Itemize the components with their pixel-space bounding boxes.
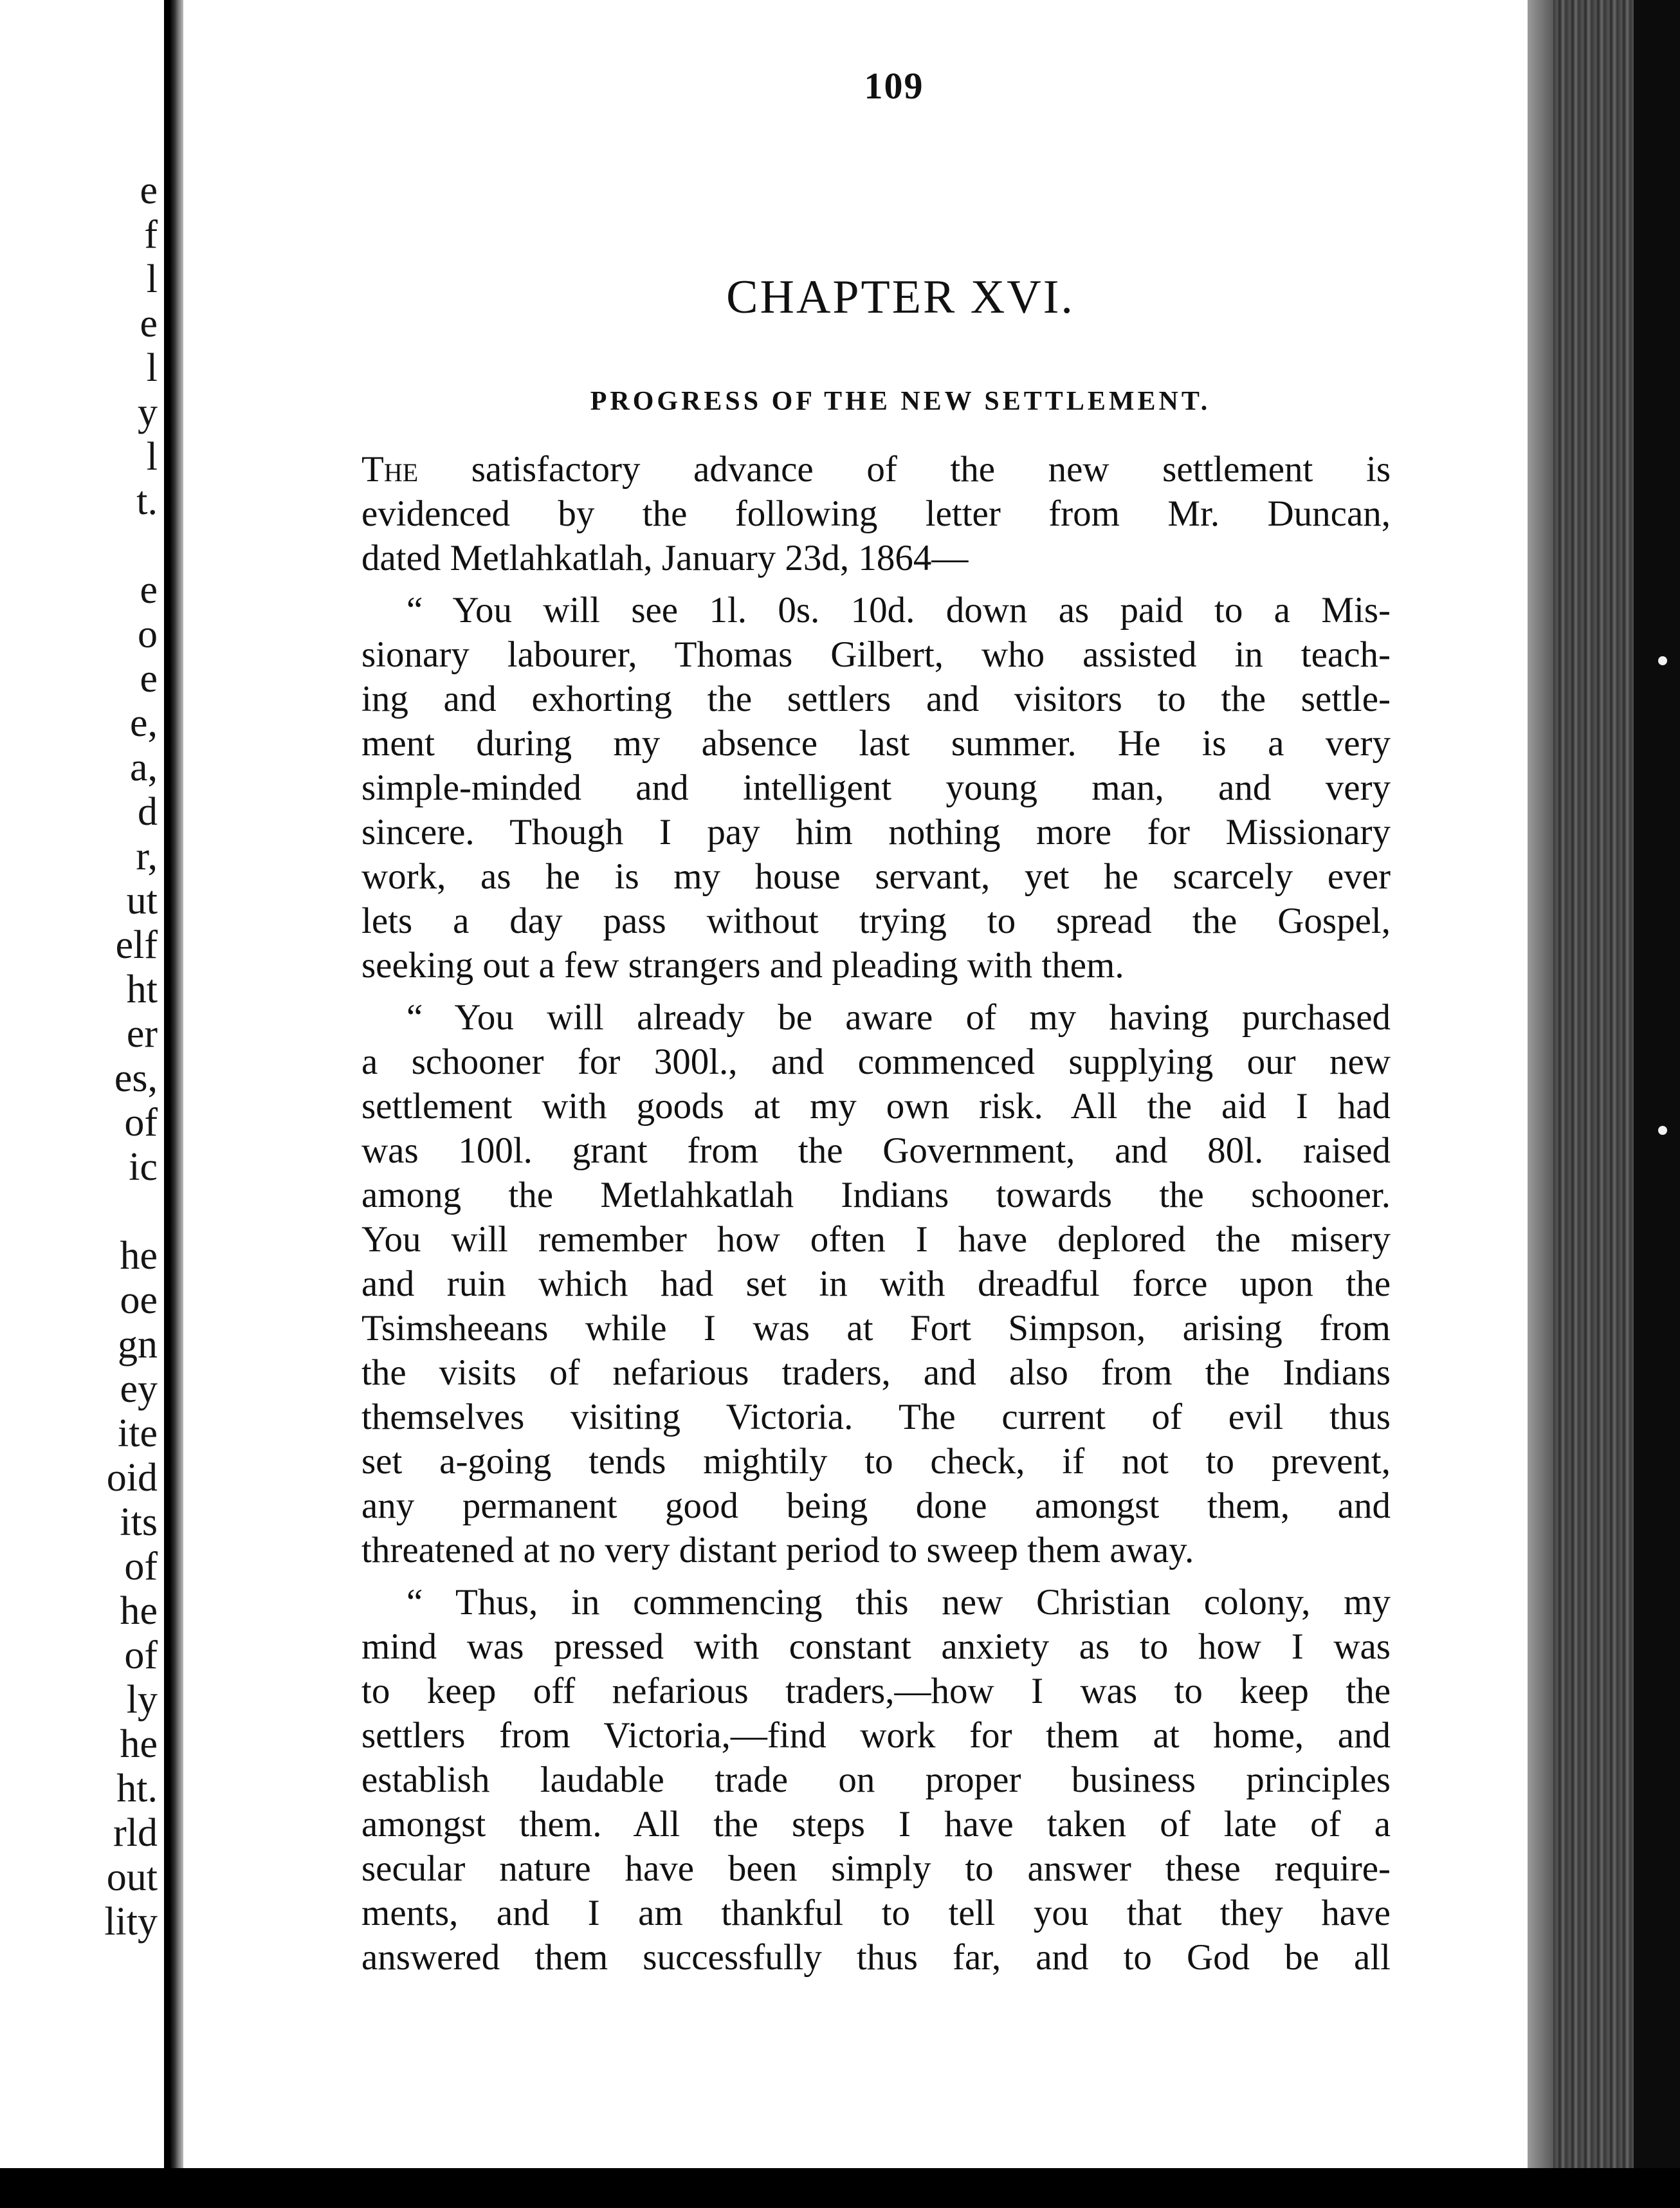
previous-page-fragment: oe (120, 1278, 158, 1322)
previous-page-fragment: rld (113, 1811, 158, 1855)
scan-border-bottom (0, 2168, 1680, 2208)
previous-page-fragment: lity (104, 1900, 158, 1944)
previous-page-fragment: y (138, 391, 158, 434)
text-line: mind was pressed with constant anxiety as to how I was (361, 1626, 1391, 1667)
text-line: ment during my absence last summer. He is a very (361, 723, 1391, 764)
page-number: 109 (864, 65, 924, 107)
previous-page-fragment: ly (126, 1678, 158, 1722)
paragraph (361, 995, 1391, 1572)
previous-page-fragment: ite (118, 1412, 158, 1455)
previous-page-fragment: l (146, 257, 158, 301)
previous-page-fragment: he (120, 1722, 158, 1766)
text-line: satisfactory advance of the new settlement is (418, 449, 1391, 490)
text-line: amongst them. All the steps I have taken of late of a (361, 1804, 1391, 1845)
previous-page-fragment: ht. (116, 1767, 158, 1810)
text-line: any permanent good being done amongst them, and (361, 1486, 1391, 1526)
text-line: sincere. Though I pay him nothing more for Missionary (361, 812, 1391, 852)
text-line: You will remember how often I have deplored the misery (361, 1219, 1391, 1260)
previous-page-fragment: ey (120, 1367, 158, 1411)
previous-page-fragment: t. (136, 479, 158, 523)
previous-page-fragment: he (120, 1589, 158, 1633)
paragraph (361, 1580, 1391, 1980)
text-line: seeking out a few strangers and pleading with them. (361, 945, 1124, 986)
previous-page-fragment: o (138, 612, 158, 656)
text-line: “ You will see 1l. 0s. 10d. down as paid to a Mis- (406, 590, 1391, 630)
previous-page-fragment: out (106, 1855, 158, 1899)
text-line: answered them successfully thus far, and to God be all (361, 1937, 1391, 1978)
previous-page-fragment: of (124, 1633, 158, 1677)
previous-page-fragment: e (140, 657, 158, 701)
text-line: “ You will already be aware of my having purchased (406, 997, 1391, 1038)
paragraph (361, 447, 1391, 580)
text-line: ments, and I am thankful to tell you that they have (361, 1893, 1391, 1933)
previous-page-fragment (55, 524, 158, 568)
text-line: settlers from Victoria,—find work for them at home, and (361, 1715, 1391, 1756)
previous-page-fragment: oid (106, 1456, 158, 1500)
text-line: was 100l. grant from the Government, and 80l. raised (361, 1130, 1391, 1171)
text-line: establish laudable trade on proper business principles (361, 1760, 1391, 1800)
previous-page-fragment: of (124, 1545, 158, 1588)
scan-speck (1658, 656, 1667, 665)
previous-page-fragment: e (140, 169, 158, 212)
previous-page-text-fragments (55, 169, 158, 1944)
text-line: lets a day pass without trying to spread the Gospel, (361, 901, 1391, 941)
previous-page-fragment: e, (129, 701, 158, 745)
previous-page-fragment: l (146, 346, 158, 390)
text-line: “ Thus, in commencing this new Christian colony, my (406, 1582, 1391, 1623)
text-line: set a-going tends mightily to check, if not to prevent, (361, 1441, 1391, 1482)
text-line: the visits of nefarious traders, and also from the Indians (361, 1352, 1391, 1393)
previous-page-fragment: d (138, 790, 158, 834)
text-line: evidenced by the following letter from Mr. Duncan, (361, 493, 1391, 534)
chapter-title: CHAPTER XVI. (726, 271, 1075, 324)
previous-page-fragment: r, (136, 834, 158, 878)
previous-page-fragment: ut (126, 879, 158, 923)
book-gutter (164, 0, 183, 2208)
text-line: dated Metlahkatlah, January 23d, 1864— (361, 538, 969, 578)
text-line: among the Metlahkatlah Indians towards the schooner. (361, 1175, 1391, 1215)
previous-page-fragment: of (124, 1101, 158, 1145)
body-text (361, 447, 1391, 1980)
previous-page-fragment: gn (118, 1323, 158, 1366)
previous-page-edge (0, 0, 164, 2208)
text-line: and ruin which had set in with dreadful force upon the (361, 1264, 1391, 1304)
page-stack-edge-highlight (1528, 0, 1553, 2208)
previous-page-fragment: its (120, 1500, 158, 1544)
previous-page-fragment: ht (126, 968, 158, 1011)
drop-word: The (361, 449, 419, 490)
text-line: secular nature have been simply to answer these require- (361, 1848, 1391, 1889)
text-line: themselves visiting Victoria. The current of evil thus (361, 1397, 1391, 1437)
previous-page-fragment: e (140, 568, 158, 612)
previous-page-fragment: l (146, 435, 158, 479)
previous-page-fragment: elf (115, 923, 158, 967)
previous-page-fragment: a, (129, 746, 158, 789)
text-line: work, as he is my house servant, yet he scarcely ever (361, 856, 1391, 897)
text-line: a schooner for 300l., and commenced supplying our new (361, 1042, 1391, 1082)
previous-page-fragment (55, 1190, 158, 1234)
previous-page-fragment: ic (129, 1145, 158, 1189)
previous-page-fragment: er (126, 1012, 158, 1056)
text-line: simple-minded and intelligent young man, and very (361, 768, 1391, 808)
previous-page-fragment: he (120, 1234, 158, 1278)
previous-page-fragment: es, (114, 1056, 158, 1100)
paragraph (361, 588, 1391, 988)
text-line: to keep off nefarious traders,—how I was to keep the (361, 1671, 1391, 1711)
previous-page-fragment: f (144, 213, 158, 257)
previous-page-fragment: e (140, 302, 158, 345)
section-title: PROGRESS OF THE NEW SETTLEMENT. (590, 387, 1211, 416)
text-line: threatened at no very distant period to sweep them away. (361, 1530, 1194, 1570)
text-line: sionary labourer, Thomas Gilbert, who assisted in teach- (361, 634, 1391, 675)
text-line: settlement with goods at my own risk. All the aid I had (361, 1086, 1391, 1127)
scan-speck (1658, 1126, 1667, 1135)
text-line: ing and exhorting the settlers and visitors to the settle- (361, 679, 1391, 719)
text-line: Tsimsheeans while I was at Fort Simpson, arising from (361, 1308, 1391, 1348)
scan-border-right (1634, 0, 1680, 2208)
